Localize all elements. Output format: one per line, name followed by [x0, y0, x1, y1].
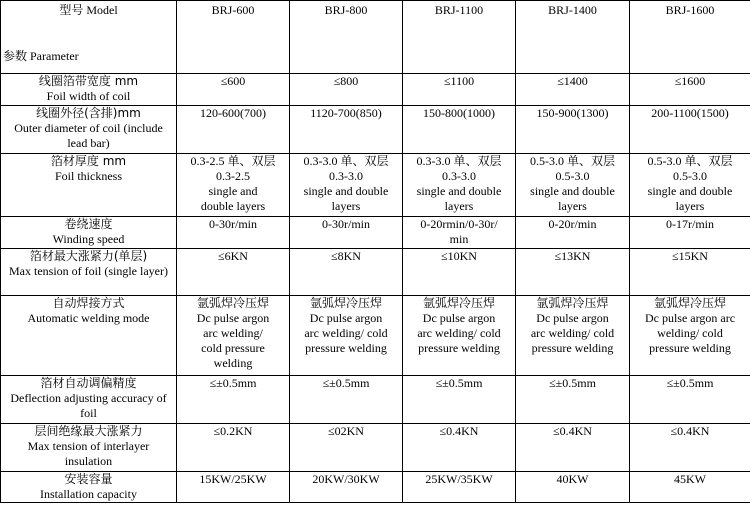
- value-cell: [177, 217, 290, 249]
- value-text: 150-900(1300): [536, 106, 609, 120]
- value-text: layers: [331, 199, 361, 213]
- value-text: 25KW/35KW: [425, 472, 493, 486]
- parameter-label-cell: [1, 376, 177, 424]
- spec-row: [1, 424, 750, 472]
- value-cell: [630, 249, 750, 296]
- model-name: BRJ-600: [211, 3, 255, 17]
- value-cell: [177, 376, 290, 424]
- value-cell: [403, 472, 516, 503]
- value-cell: [290, 74, 403, 106]
- value-cell: [516, 472, 630, 503]
- value-text: 0.5-3.0 单、双层: [647, 154, 733, 168]
- parameter-label-cell: [1, 249, 177, 296]
- value-cell: [177, 106, 290, 154]
- parameter-label-zh: 自动焊接方式: [52, 296, 125, 310]
- value-text: arc welding/ cold: [417, 326, 501, 340]
- value-text: pressure welding: [531, 341, 614, 355]
- value-text: ≤0.4KN: [670, 424, 710, 438]
- value-text: 0.3-3.0: [329, 169, 363, 183]
- parameter-label-en: Winding speed: [52, 232, 125, 246]
- value-text: ≤6KN: [218, 249, 248, 263]
- value-text: ≤1600: [674, 74, 706, 88]
- header-row: [1, 1, 750, 74]
- value-text: ≤8KN: [331, 249, 361, 263]
- parameter-label-cell: [1, 424, 177, 472]
- value-text: layers: [675, 199, 705, 213]
- value-text: Dc pulse argon: [309, 311, 383, 325]
- value-cell: [516, 296, 630, 376]
- value-text: ≤±0.5mm: [322, 376, 370, 390]
- value-cell: [290, 106, 403, 154]
- value-text: Dc pulse argon: [422, 311, 496, 325]
- spec-row: [1, 154, 750, 217]
- value-text: 0-20rmin/0-30r/: [420, 217, 498, 231]
- parameter-label-en: Deflection adjusting accuracy of foil: [10, 391, 167, 420]
- value-text: pressure welding: [305, 341, 387, 355]
- parameter-label-zh: 箔材自动调偏精度: [40, 376, 137, 390]
- value-cell: [177, 74, 290, 106]
- value-text: 0.3-2.5 单、双层: [190, 154, 276, 168]
- value-text: double layers: [200, 199, 266, 213]
- value-text: 0.5-3.0: [555, 169, 590, 183]
- value-text: 20KW/30KW: [312, 472, 380, 486]
- value-cell: [630, 154, 750, 217]
- value-text: 0-30r/min: [322, 217, 370, 231]
- value-cell: [630, 472, 750, 503]
- value-text: 0.3-2.5: [216, 169, 250, 183]
- value-text: 40KW: [556, 472, 589, 486]
- value-cell: [516, 376, 630, 424]
- spec-row: [1, 249, 750, 296]
- value-text: layers: [444, 199, 474, 213]
- value-text: pressure welding: [418, 341, 500, 355]
- model-header-cell: [403, 1, 516, 74]
- spec-row: [1, 106, 750, 154]
- value-text: Dc pulse argon arc: [644, 311, 736, 325]
- value-text: 120-600(700): [200, 106, 266, 120]
- value-text: 0-30r/min: [209, 217, 257, 231]
- parameter-label-cell: [1, 154, 177, 217]
- value-text: 0.3-3.0: [442, 169, 476, 183]
- value-cell: [290, 424, 403, 472]
- value-text: 45KW: [674, 472, 706, 486]
- value-text: 200-1100(1500): [651, 106, 729, 120]
- value-text: ≤800: [333, 74, 359, 88]
- parameter-label-zh: 线圈箔带宽度 mm: [38, 74, 139, 88]
- value-cell: [516, 154, 630, 217]
- value-cell: [630, 217, 750, 249]
- value-cell: [403, 106, 516, 154]
- value-text: 150-800(1000): [423, 106, 495, 120]
- value-text: ≤0.4KN: [553, 424, 592, 438]
- value-cell: [630, 74, 750, 106]
- value-cell: [403, 376, 516, 424]
- value-cell: [516, 217, 630, 249]
- value-text: ≤15KN: [672, 249, 708, 263]
- value-text: 氩弧焊冷压焊: [422, 296, 495, 310]
- value-text: ≤1400: [557, 74, 588, 88]
- value-text: ≤600: [220, 74, 246, 88]
- value-cell: [516, 106, 630, 154]
- value-cell: [290, 249, 403, 296]
- model-name: BRJ-800: [324, 3, 368, 17]
- value-text: ≤1100: [443, 74, 475, 88]
- value-text: layers: [558, 199, 587, 213]
- parameter-label-en: Outer diameter of coil (include lead bar): [14, 121, 163, 150]
- spec-row: [1, 74, 750, 106]
- parameter-header-label: 参数 Parameter: [3, 49, 79, 63]
- value-text: Dc pulse argon: [536, 311, 609, 325]
- model-header-cell: [630, 1, 750, 74]
- model-header-label: 型号 Model: [59, 3, 118, 17]
- value-cell: [630, 376, 750, 424]
- value-cell: [177, 472, 290, 503]
- value-text: 0.5-3.0: [673, 169, 707, 183]
- value-cell: [403, 296, 516, 376]
- model-name: BRJ-1400: [548, 3, 597, 17]
- value-text: single and: [208, 184, 258, 198]
- value-text: Dc pulse argon: [196, 311, 270, 325]
- value-text: 0.3-3.0 单、双层: [416, 154, 502, 168]
- parameter-label-cell: [1, 472, 177, 503]
- value-text: ≤±0.5mm: [666, 376, 714, 390]
- spec-row: [1, 217, 750, 249]
- value-cell: [516, 424, 630, 472]
- value-cell: [516, 74, 630, 106]
- parameter-label-zh: 箔材厚度 mm: [50, 154, 127, 168]
- value-text: ≤±0.5mm: [549, 376, 596, 390]
- value-cell: [290, 472, 403, 503]
- value-text: 1120-700(850): [310, 106, 382, 120]
- value-cell: [403, 249, 516, 296]
- value-text: min: [449, 232, 469, 246]
- value-text: welding: [213, 356, 253, 370]
- value-text: 0.3-3.0 单、双层: [303, 154, 389, 168]
- value-cell: [290, 154, 403, 217]
- value-text: ≤10KN: [441, 249, 477, 263]
- parameter-label-en: Foil width of coil: [46, 89, 131, 103]
- value-cell: [177, 154, 290, 217]
- model-name: BRJ-1600: [665, 3, 715, 17]
- value-text: arc welding/: [203, 326, 263, 340]
- value-cell: [290, 296, 403, 376]
- parameter-label-cell: [1, 74, 177, 106]
- parameter-label-zh: 卷绕速度: [64, 217, 113, 231]
- value-text: ≤02KN: [328, 424, 364, 438]
- value-cell: [516, 249, 630, 296]
- value-cell: [290, 376, 403, 424]
- value-cell: [403, 217, 516, 249]
- value-cell: [177, 249, 290, 296]
- value-text: 0-17r/min: [666, 217, 714, 231]
- value-text: ≤13KN: [554, 249, 591, 263]
- value-cell: [403, 154, 516, 217]
- value-cell: [177, 424, 290, 472]
- model-header-cell: [177, 1, 290, 74]
- value-text: arc welding/ cold: [530, 326, 615, 340]
- value-text: single and double: [647, 184, 733, 198]
- value-text: pressure welding: [649, 341, 731, 355]
- value-cell: [630, 424, 750, 472]
- header-corner-cell: [1, 1, 177, 74]
- value-text: ≤±0.5mm: [435, 376, 483, 390]
- value-text: 氩弧焊冷压焊: [309, 296, 382, 310]
- model-header-cell: [516, 1, 630, 74]
- value-text: 氩弧焊冷压焊: [653, 296, 726, 310]
- spec-row: [1, 296, 750, 376]
- value-cell: [290, 217, 403, 249]
- value-text: ≤±0.5mm: [209, 376, 257, 390]
- parameter-label-en: Max tension of interlayer insulation: [27, 439, 150, 468]
- value-text: cold pressure: [201, 341, 265, 355]
- parameter-label-en: Foil thickness: [54, 169, 122, 183]
- value-text: welding/ cold: [657, 326, 723, 340]
- model-header-cell: [290, 1, 403, 74]
- value-text: 0.5-3.0 单、双层: [530, 154, 615, 168]
- spec-row: [1, 376, 750, 424]
- value-text: single and double: [416, 184, 502, 198]
- model-name: BRJ-1100: [434, 3, 484, 17]
- spec-row: [1, 472, 750, 503]
- value-cell: [630, 296, 750, 376]
- value-cell: [403, 424, 516, 472]
- value-cell: [403, 74, 516, 106]
- value-text: 氩弧焊冷压焊: [196, 296, 269, 310]
- value-text: 氩弧焊冷压焊: [536, 296, 609, 310]
- value-text: single and double: [530, 184, 615, 198]
- value-cell: [177, 296, 290, 376]
- parameter-label-cell: [1, 217, 177, 249]
- value-text: 0-20r/min: [548, 217, 597, 231]
- parameter-label-cell: [1, 106, 177, 154]
- parameter-label-zh: 安装容量: [64, 472, 113, 486]
- value-text: arc welding/ cold: [304, 326, 388, 340]
- parameter-label-zh: 箔材最大涨紧力(单层): [29, 249, 148, 263]
- parameter-label-en: Automatic welding mode: [27, 311, 150, 325]
- parameter-label-en: Max tension of foil (single layer): [9, 264, 168, 278]
- parameter-label-en: Installation capacity: [40, 487, 137, 501]
- value-text: single and double: [303, 184, 389, 198]
- parameter-label-cell: [1, 296, 177, 376]
- value-text: ≤0.2KN: [213, 424, 253, 438]
- parameter-label-zh: 层间绝缘最大涨紧力: [34, 424, 143, 438]
- value-text: 15KW/25KW: [199, 472, 267, 486]
- value-cell: [630, 106, 750, 154]
- value-text: ≤0.4KN: [439, 424, 479, 438]
- parameter-label-zh: 线圈外径(含排)mm: [36, 106, 141, 120]
